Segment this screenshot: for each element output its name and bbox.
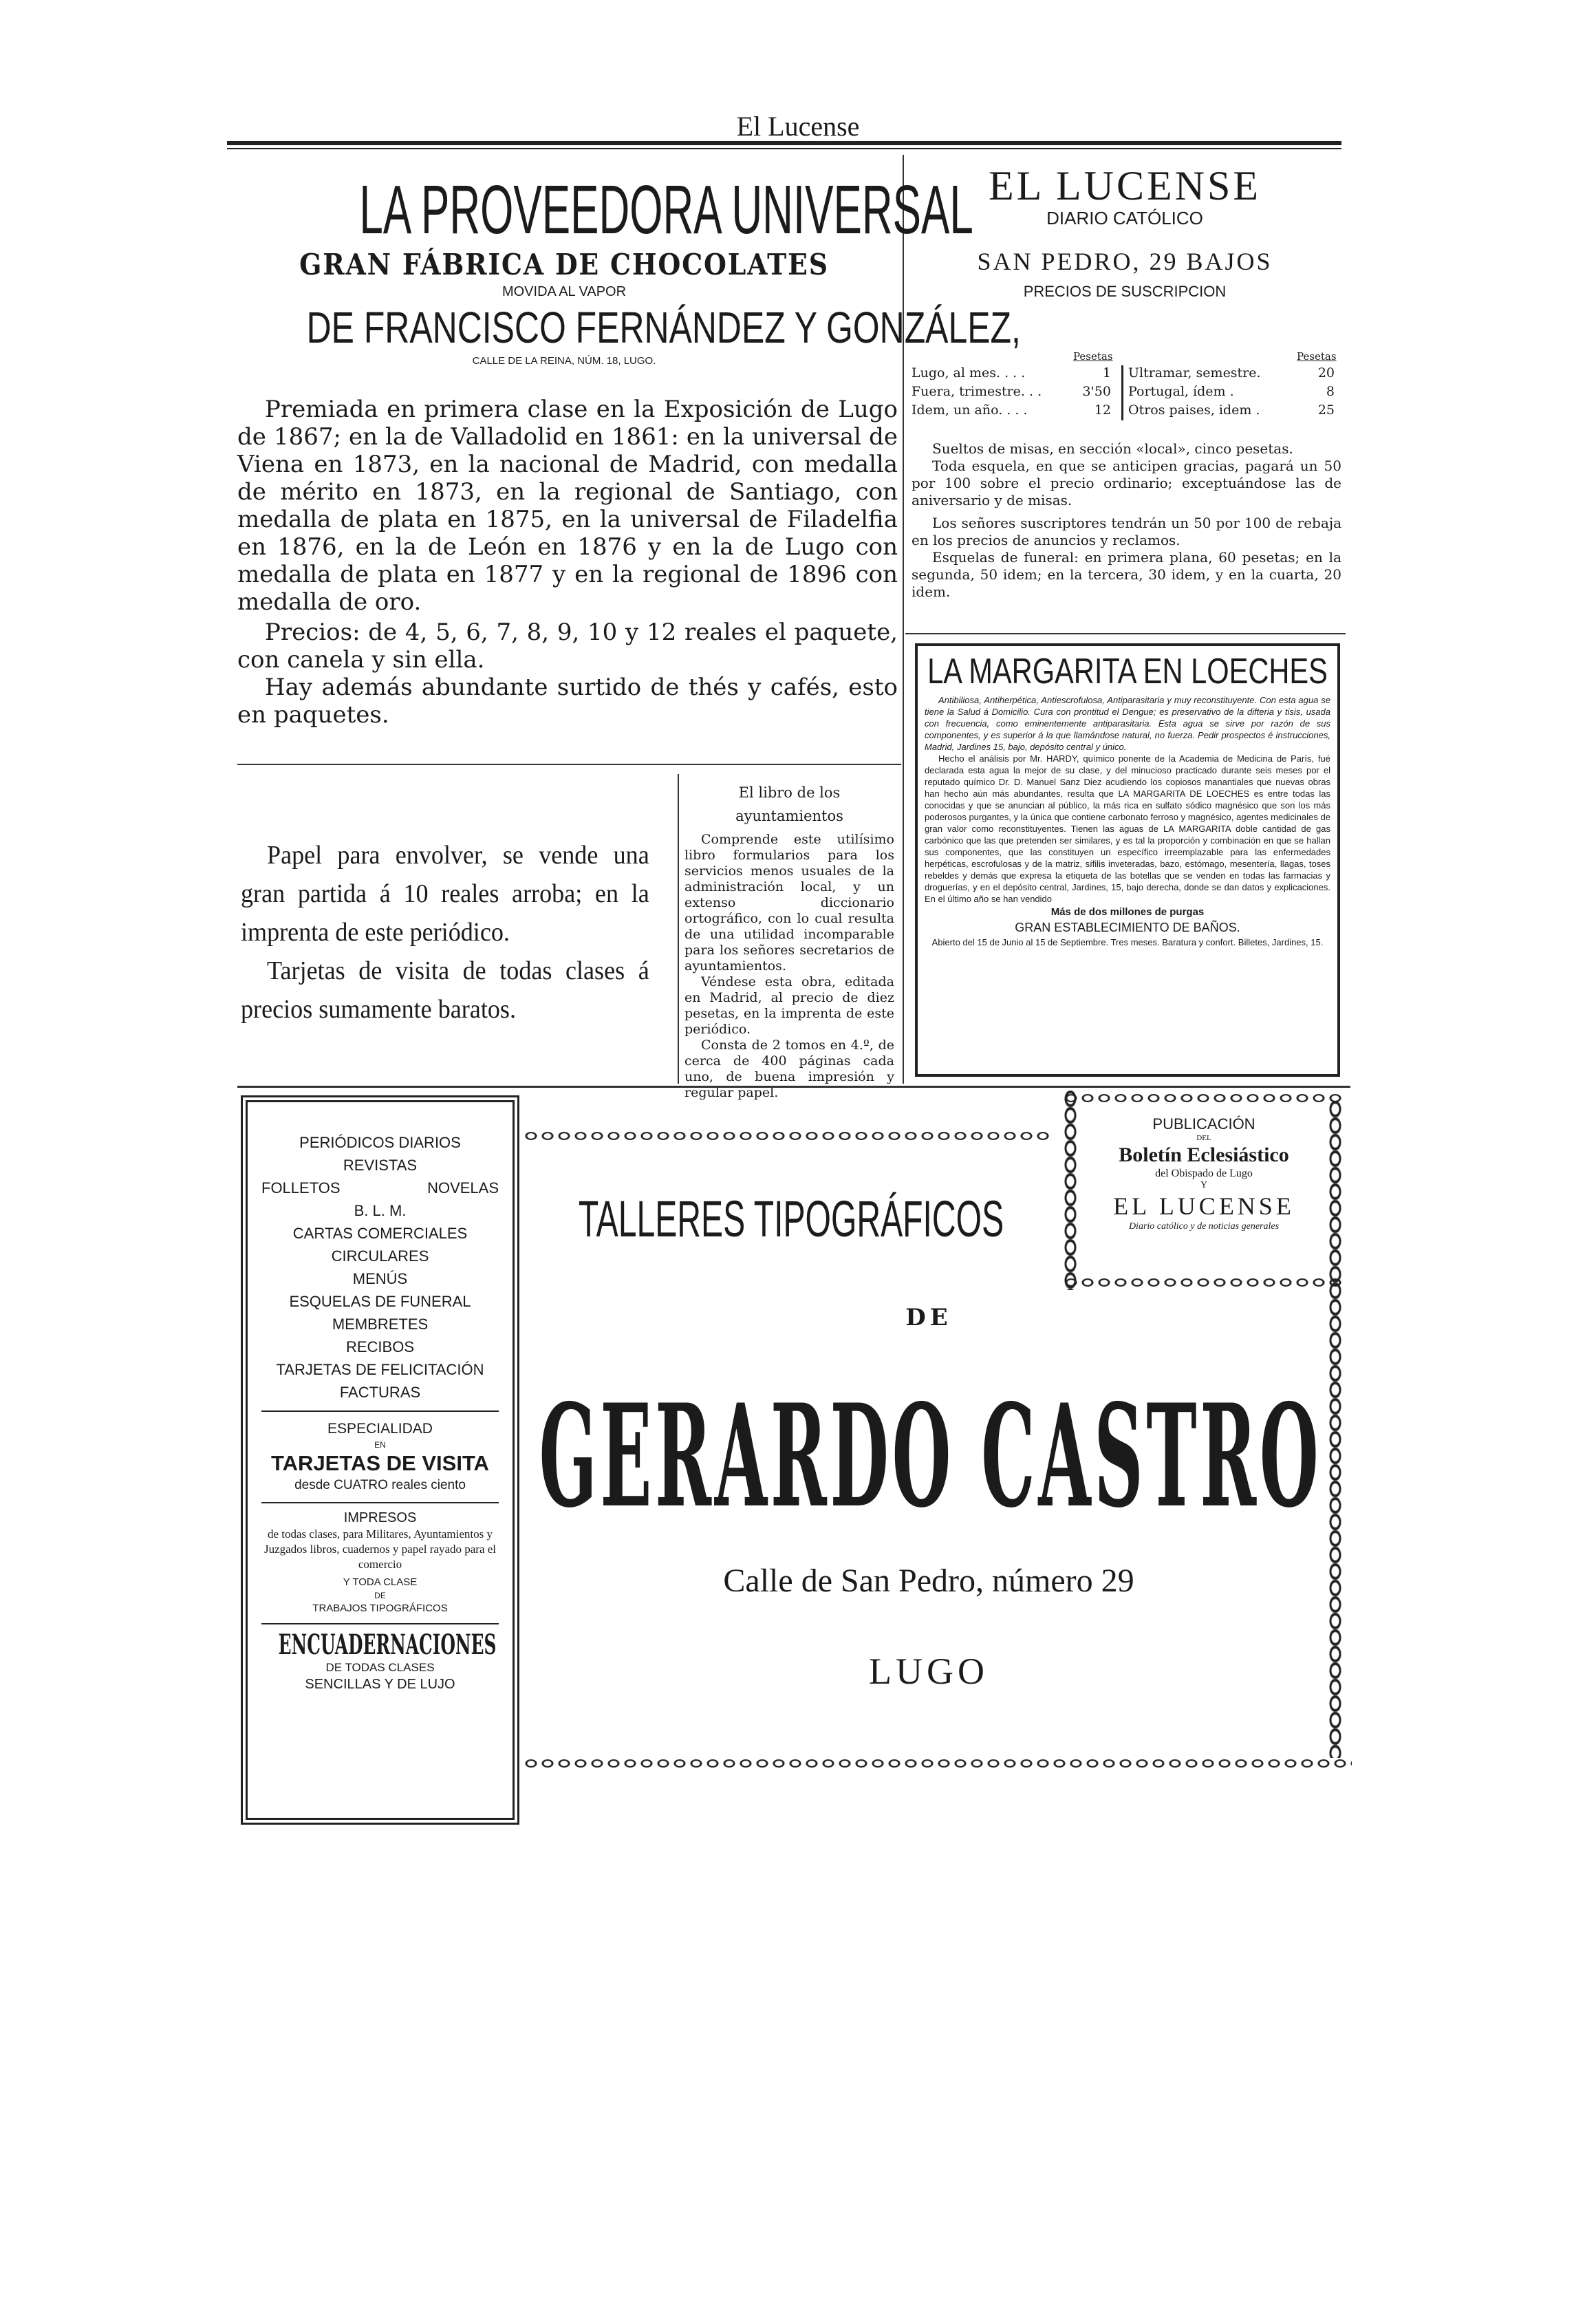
proveedora-ad [234,171,1021,367]
talleres-city: LUGO [869,1651,989,1692]
header-rule-thin [227,148,1341,149]
imprenta-list-box [241,1095,519,1825]
list-item: REVISTAS [343,1157,418,1174]
lucense-p2: Toda esquela, en que se anticipen gracias, pagará un 50 por 100 sobre el precio ordinario; exceptuándose las de aniversario y de misas. [912,458,1341,508]
price-right-value: 20 [1317,365,1335,380]
impresos-label: IMPRESOS [343,1510,417,1525]
papel-p2: Tarjetas de visita de todas clases á precios sumamente baratos. [241,956,649,1024]
list-divider-2 [261,1502,499,1503]
price-right-label: Portugal, ídem . [1128,384,1234,399]
prices-left [912,364,1118,420]
proveedora-address: CALLE DE LA REINA, NÚM. 18, LUGO. [472,355,656,367]
tarjetas-label: TARJETAS DE VISITA [271,1451,489,1475]
lucense-precios: PRECIOS DE SUSCRIPCION [1023,283,1227,300]
list-divider-3 [261,1623,499,1624]
header-rule [227,141,1341,145]
lucense-p1: Sueltos de misas, en sección «local», cinco pesetas. [932,440,1293,457]
chain-border-top [523,1128,1053,1144]
price-right-label: Otros paises, idem . [1128,403,1260,418]
list-item: RECIBOS [345,1338,415,1355]
margarita-p2: Hecho el análisis por Mr. HARDY, químico ponente de la Academia de Medicina de París, fué declarada esta agua la mejor de su clase, y del minucioso practicado durante seis meses por el reputado químico Dr. D. Manuel Sanz Diez acudiendo los copiosos manantiales que nuevas obras han hecho aún más abundantes, resulta que LA MARGARITA DE LOECHES es entre todas las conocidas y que se anuncian al público, la más rica en sulfato sódico magnésico que son los más poderosos purgantes, y la única que contiene carbonato ferroso y magnésico, agentes medicinales de gran valor como reconstituyentes. Tienen las aguas de LA MARGARITA doble cantidad de gas carbónico que las que pretenden ser similares, y es tal la proporción y combinación en que se hallan sus componentes, que las constituyen un específico irreemplazable para las enfermedades herpéticas, escrofulosas y de la matriz, sífilis inveteradas, bazo, estómago, mesentería, llagas, toses rebeldes y demás que expresa la etiqueta de las botellas que se venden en todas las farmacias y droguerías, y en el depósito central, Jardines, 15, bajo derecha, donde se dan datos y explicaciones. En el último año se han vendido [925,753,1330,904]
chain-border-bottom [523,1756,1352,1771]
libro-title: El libro de los ayuntamientos [735,784,843,824]
talleres-address: Calle de San Pedro, número 29 [723,1563,1134,1599]
price-left-label: Lugo, al mes. . . . [912,365,1026,380]
list-divider [261,1410,499,1412]
impresos-text: de todas clases, para Militares, Ayuntamientos y Juzgados libros, cuadernos y papel rayado para el comercio [263,1527,497,1571]
desde-label: desde CUATRO reales ciento [294,1478,466,1492]
talleres-title: TALLERES TIPOGRÁFICOS [578,1190,1004,1247]
list-item: FACTURAS [339,1384,421,1401]
sencillas-label: SENCILLAS Y DE LUJO [305,1677,455,1692]
prices-right [1128,364,1341,420]
pub-del: DEL [1196,1134,1211,1142]
list-item-pair [257,1177,503,1199]
price-right-row [1128,401,1341,420]
prices-brace [1121,365,1123,420]
lucense-notes [912,440,1341,601]
price-left-row [912,401,1118,420]
papel-ad [241,836,671,1029]
list-item: MENÚS [352,1270,408,1287]
bottom-section-rule [237,1086,1350,1088]
pub-chain-top [1063,1091,1345,1106]
proveedora-body3: Hay además abundante surtido de thés y cafés, esto en paquetes. [237,674,898,729]
pub-obispado: del Obispado de Lugo [1155,1168,1253,1179]
list-item: CARTAS COMERCIALES [292,1225,468,1242]
lucense-address: SAN PEDRO, 29 BAJOS [977,248,1273,275]
talleres-name: GERARDO CASTRO [539,1374,1322,1539]
pub-y: Y [1200,1180,1208,1190]
libro-p3: Consta de 2 tomos en 4.º, de cerca de 400 páginas cada uno, de buena impresión y regular papel. [684,1038,894,1100]
lucense-title: EL LUCENSE [988,163,1262,208]
margarita-p1: Antibiliosa, Antiherpética, Antiescrofulosa, Antiparasitaria y muy reconstituyente. Con esta agua se tiene la Salud á Domicilio. Cura con prontitud el Dengue; es preservativo de la difteria y tisis, usada con frecuencia, como eminentemente antiparasitaria. Esta agua se sirve por razón de sus componentes, y es superior á la que llamándose natural, no fuerza. Pedir prospectos é instrucciones, Madrid, Jardines 15, bajo, depósito central y único. [925,695,1330,752]
prices-header-right: Pesetas [1297,350,1337,363]
price-left-value: 12 [1094,403,1111,418]
especialidad-label: ESPECIALIDAD [327,1421,433,1437]
proveedora-body2: Precios: de 4, 5, 6, 7, 8, 9, 10 y 12 reales el paquete, con canela y sin ella. [237,619,898,674]
proveedora-subtitle: GRAN FÁBRICA DE CHOCOLATES [299,248,829,281]
de-label: DE [374,1591,386,1600]
libro-p1: Comprende este utilísimo libro formularios para los servicios menos usuales de la administración local, y un extenso diccionario ortográfico, con lo cual resulta de una utilidad incomparable para los señores secretarios de ayuntamientos. [684,832,894,974]
price-right-value: 25 [1317,403,1335,418]
imprenta-items [257,1131,503,1404]
publicacion-box [1063,1091,1345,1290]
price-right-row [1128,383,1341,401]
margarita-p3: Más de dos millones de purgas [1050,906,1205,918]
price-right-row [1128,364,1341,383]
prices-header-left: Pesetas [1073,350,1113,363]
price-left-label: Fuera, trimestre. . . [912,384,1042,399]
lucense-rule [905,633,1346,634]
papel-divider [678,774,679,1084]
pub-diario: Diario católico y de noticias generales [1128,1221,1280,1232]
price-right-label: Ultramar, semestre. [1128,365,1261,380]
encuadernaciones-label: ENCUADERNACIONES [278,1629,497,1661]
libro-p2: Véndese esta obra, editada en Madrid, al precio de diez pesetas, en la imprenta de este periódico. [684,974,894,1037]
proveedora-rule [237,764,901,765]
price-left-label: Idem, un año. . . . [912,403,1028,418]
lucense-p3: Los señores suscriptores tendrán un 50 por 100 de rebaja en los precios de anuncios y reclamos. [912,515,1341,548]
price-left-row [912,383,1118,401]
pub-chain-left [1063,1091,1078,1290]
price-left-row [912,364,1118,383]
list-item: B. L. M. [354,1202,407,1219]
en-label: EN [374,1440,386,1450]
margarita-body [925,694,1330,948]
toda-clase: Y TODA CLASE [343,1576,418,1588]
de-todas-label: DE TODAS CLASES [325,1661,435,1674]
list-item: FOLLETOS [261,1179,341,1197]
list-item: TARJETAS DE FELICITACIÓN [276,1361,484,1378]
list-item: ESQUELAS DE FUNERAL [289,1293,471,1310]
imprenta-list [248,1102,513,1693]
lucense-subtitle: DIARIO CATÓLICO [1046,208,1203,228]
price-left-value: 1 [1102,365,1111,380]
list-item: CIRCULARES [331,1247,429,1265]
pub-chain-bottom [1063,1275,1345,1290]
page-header: El Lucense [736,111,860,142]
lucense-p4: Esquelas de funeral: en primera plana, 60 pesetas; en la segunda, 50 idem; en la tercera, 30 idem, y en la cuarta, 20 idem. [912,549,1341,600]
price-left-value: 3'50 [1082,384,1111,399]
proveedora-vapor: MOVIDA AL VAPOR [502,284,627,299]
proveedora-body [237,396,898,729]
list-item: PERIÓDICOS DIARIOS [299,1134,461,1151]
libro-ad [684,781,894,1101]
trabajos-label: TRABAJOS TIPOGRÁFICOS [312,1602,448,1614]
pub-lucense: EL LUCENSE [1113,1192,1295,1220]
talleres-name-wrap [530,1374,1328,1539]
proveedora-body1: Premiada en primera clase en la Exposición de Lugo de 1867; en la de Valladolid en 1861: en la universal de Viena en 1873, en la nacional de Madrid, con medalla de mérito en 1873, en la regional de Santiago, con medalla de plata en 1875, en la universal de Filadelfia en 1876, en la de León en 1876 y en la de Lugo con medalla de plata en 1877 y en la regional de 1896 con medalla de oro. [237,396,898,616]
talleres-de: DE [905,1304,952,1331]
pub-boletin: Boletín Eclesiástico [1119,1144,1289,1166]
list-item: NOVELAS [427,1179,499,1197]
lucense-box [908,164,1341,301]
talleres-heading [530,1190,1053,1248]
margarita-title: LA MARGARITA EN LOECHES [927,652,1328,691]
margarita-p4: GRAN ESTABLECIMIENTO DE BAÑOS. [1015,921,1240,934]
publicacion-content [1079,1115,1328,1232]
margarita-p5: Abierto del 15 de Junio al 15 de Septiembre. Tres meses. Baratura y confort. Billetes, Jardines, 15. [931,937,1324,947]
margarita-ad [915,643,1340,1077]
proveedora-title: LA PROVEEDORA UNIVERSAL [359,171,973,248]
column-divider [903,155,904,1084]
list-item: MEMBRETES [332,1316,429,1333]
price-right-value: 8 [1326,384,1335,399]
pub-title: PUBLICACIÓN [1152,1115,1255,1133]
papel-p1: Papel para envolver, se vende una gran partida á 10 reales arroba; en la imprenta de este periódico. [241,841,649,947]
proveedora-owner: DE FRANCISCO FERNÁNDEZ Y GONZÁLEZ, [306,303,1021,352]
